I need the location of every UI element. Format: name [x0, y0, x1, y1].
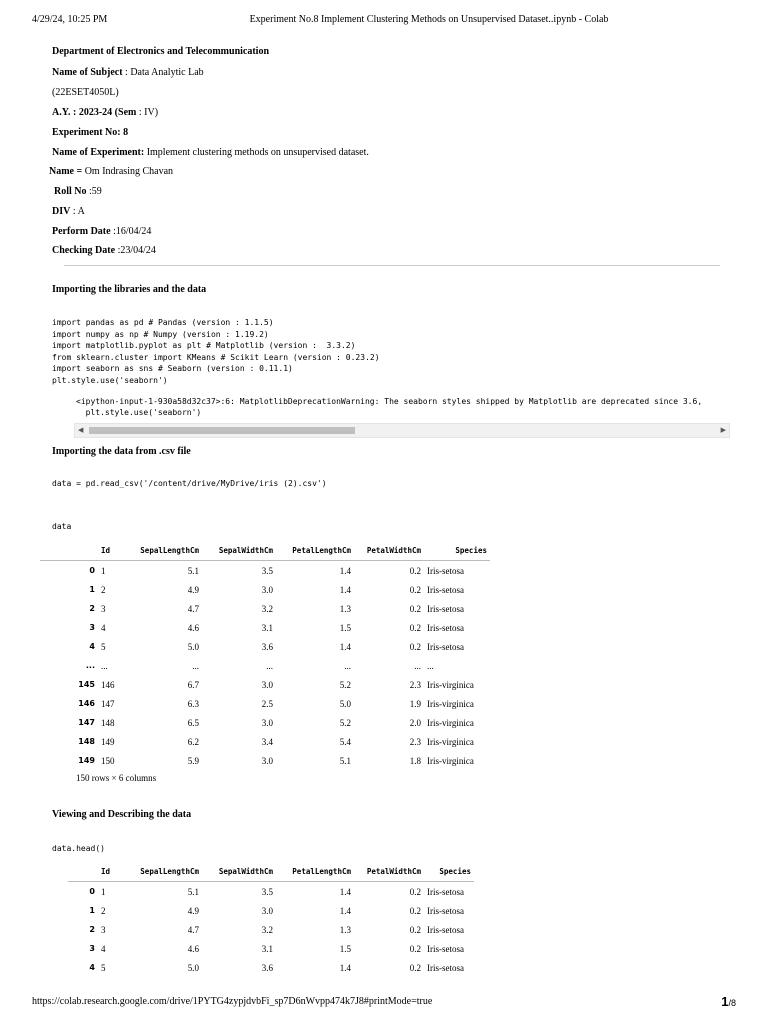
dataframe-shape-info: 150 rows × 6 columns — [76, 773, 157, 783]
code-cell-imports[interactable]: import pandas as pd # Pandas (version : 1.1.5) import numpy as np # Numpy (version : 1.19.2) import matplotlib.pyplot as plt # Matplotlib (version : 3.3.2) from sklearn.cluster import KMeans # Scikit Learn (version : 0.23.2) import seaborn as sns # Seaborn (version : 0.11.1) plt.style.use('seaborn') — [52, 318, 380, 385]
column-header: Species — [424, 862, 474, 882]
table-row — [40, 656, 490, 675]
table-cell: 5.9 — [187, 755, 199, 766]
div-line: DIV : A — [52, 206, 85, 217]
column-header: Species — [424, 541, 490, 561]
code-cell-head[interactable]: data.head() — [52, 844, 105, 853]
table-cell: Iris-setosa — [427, 943, 464, 954]
table-cell: 6.3 — [187, 698, 199, 709]
table-cell: 4 — [101, 943, 106, 954]
row-index: 2 — [89, 925, 95, 934]
table-cell: Iris-setosa — [427, 962, 464, 973]
table-row — [68, 958, 474, 977]
table-cell: 4.7 — [187, 924, 199, 935]
table-row — [40, 618, 490, 637]
table-cell: ... — [414, 660, 421, 671]
table-cell: 5 — [101, 641, 106, 652]
divider — [64, 265, 720, 266]
table-cell: 3.0 — [261, 717, 273, 728]
dataframe-full-table — [40, 541, 490, 770]
table-cell: Iris-virginica — [427, 755, 474, 766]
table-cell: 3.0 — [261, 905, 273, 916]
column-header — [68, 862, 98, 882]
table-cell: 147 — [101, 698, 115, 709]
column-header: PetalLengthCm — [276, 862, 354, 882]
section-heading-import-csv: Importing the data from .csv file — [52, 446, 191, 457]
table-cell: 3.0 — [261, 679, 273, 690]
table-cell: 3.1 — [261, 943, 273, 954]
table-cell: 1 — [101, 886, 106, 897]
table-cell: 5.1 — [339, 755, 351, 766]
table-row — [40, 675, 490, 694]
table-cell: 0.2 — [409, 565, 421, 576]
table-cell: 6.2 — [187, 736, 199, 747]
section-heading-viewing: Viewing and Describing the data — [52, 809, 192, 820]
table-row — [68, 882, 474, 902]
table-cell: 5.4 — [339, 736, 351, 747]
section-heading-import-libraries: Importing the libraries and the data — [52, 284, 207, 295]
table-cell: 2 — [101, 905, 106, 916]
column-header: SepalLengthCm — [124, 541, 202, 561]
column-header: PetalWidthCm — [354, 541, 424, 561]
row-index: 147 — [78, 718, 95, 727]
row-index: 146 — [78, 699, 95, 708]
table-cell: 1.4 — [339, 565, 351, 576]
table-cell: Iris-setosa — [427, 622, 464, 633]
table-cell: ... — [192, 660, 199, 671]
table-cell: 3.6 — [261, 641, 273, 652]
table-cell: 6.7 — [187, 679, 199, 690]
table-row — [40, 599, 490, 618]
table-cell: 5 — [101, 962, 106, 973]
table-cell: 1.5 — [339, 943, 351, 954]
row-index: 4 — [89, 642, 95, 651]
table-cell: Iris-virginica — [427, 698, 474, 709]
table-cell: 4.9 — [187, 584, 199, 595]
table-cell: 148 — [101, 717, 115, 728]
table-cell: 5.1 — [187, 565, 199, 576]
table-cell: 3.0 — [261, 755, 273, 766]
print-datetime: 4/29/24, 10:25 PM — [32, 14, 108, 25]
table-cell: Iris-setosa — [427, 905, 464, 916]
output-warning: <ipython-input-1-930a58d32c37>:6: MatplotlibDeprecationWarning: The seaborn styles shipped by Matplotlib are deprecated since 3.6, plt.style.use('seaborn') — [76, 397, 703, 417]
table-row — [40, 751, 490, 770]
row-index: 3 — [89, 623, 95, 632]
table-cell: 3 — [101, 603, 106, 614]
table-cell: 0.2 — [409, 905, 421, 916]
table-row — [68, 920, 474, 939]
table-cell: 1.5 — [339, 622, 351, 633]
table-cell: 4.6 — [187, 622, 199, 633]
table-row — [40, 694, 490, 713]
column-header — [40, 541, 98, 561]
row-index: 4 — [89, 963, 95, 972]
table-cell: 3.2 — [261, 603, 273, 614]
table-cell: 3.5 — [261, 886, 273, 897]
row-index: 1 — [89, 906, 95, 915]
table-cell: Iris-virginica — [427, 736, 474, 747]
scroll-right-icon[interactable]: ▶ — [720, 426, 726, 434]
scroll-left-icon[interactable]: ◀ — [78, 426, 84, 434]
output-horizontal-scrollbar[interactable] — [74, 423, 730, 438]
table-cell: 1.3 — [339, 924, 351, 935]
table-cell: 3.1 — [261, 622, 273, 633]
checking-date-line: Checking Date :23/04/24 — [52, 245, 156, 256]
table-cell: 146 — [101, 679, 115, 690]
table-cell: 3.6 — [261, 962, 273, 973]
table-row — [40, 580, 490, 599]
row-index: ... — [85, 661, 95, 670]
table-cell: Iris-setosa — [427, 886, 464, 897]
table-cell: 5.2 — [339, 717, 351, 728]
experiment-name-line: Name of Experiment: Implement clustering methods on unsupervised dataset. — [52, 147, 369, 158]
table-cell: 1.4 — [339, 641, 351, 652]
table-cell: Iris-setosa — [427, 641, 464, 652]
academic-year-line: A.Y. : 2023-24 (Sem : IV) — [52, 107, 159, 118]
table-cell: 4.7 — [187, 603, 199, 614]
table-cell: 1 — [101, 565, 106, 576]
table-row — [68, 901, 474, 920]
column-header: Id — [98, 862, 124, 882]
row-index: 0 — [89, 887, 95, 896]
table-cell: 6.5 — [187, 717, 199, 728]
table-cell: ... — [344, 660, 351, 671]
row-index: 148 — [78, 737, 95, 746]
table-cell: Iris-setosa — [427, 584, 464, 595]
table-cell: 0.2 — [409, 622, 421, 633]
print-url: https://colab.research.google.com/drive/1PYTG4zypjdvbFi_sp7D6nWvpp474k7J8#printMode=true — [32, 996, 433, 1007]
row-index: 0 — [89, 566, 95, 575]
student-name-line: Name = Om Indrasing Chavan — [49, 166, 174, 177]
table-row — [40, 637, 490, 656]
table-cell: 3.2 — [261, 924, 273, 935]
row-index: 145 — [78, 680, 95, 689]
table-cell: 150 — [101, 755, 115, 766]
table-cell: 3 — [101, 924, 106, 935]
table-row — [68, 939, 474, 958]
print-header — [32, 14, 736, 30]
table-cell: Iris-virginica — [427, 717, 474, 728]
table-cell: 0.2 — [409, 962, 421, 973]
table-cell: 1.4 — [339, 905, 351, 916]
table-cell: 5.0 — [187, 962, 199, 973]
table-cell: 1.3 — [339, 603, 351, 614]
table-cell: Iris-virginica — [427, 679, 474, 690]
column-header: SepalWidthCm — [202, 862, 276, 882]
row-index: 2 — [89, 604, 95, 613]
table-cell: ... — [266, 660, 273, 671]
table-cell: 5.0 — [187, 641, 199, 652]
table-cell: 2.3 — [409, 679, 421, 690]
subject-code-line: (22ESET4050L) — [52, 87, 119, 98]
code-cell-data[interactable]: data — [52, 522, 72, 531]
page-number: 1/8 — [721, 994, 736, 1009]
experiment-no-line: Experiment No: 8 — [52, 127, 129, 138]
table-cell: 0.2 — [409, 641, 421, 652]
row-index: 1 — [89, 585, 95, 594]
table-cell: 4.9 — [187, 905, 199, 916]
table-cell: 3.0 — [261, 584, 273, 595]
table-cell: Iris-setosa — [427, 565, 464, 576]
table-cell: 2.5 — [261, 698, 273, 709]
table-cell: 149 — [101, 736, 115, 747]
table-cell: ... — [427, 660, 434, 671]
table-row — [40, 732, 490, 751]
scrollbar-thumb[interactable] — [89, 427, 355, 434]
table-row — [40, 713, 490, 732]
column-header: PetalWidthCm — [354, 862, 424, 882]
table-cell: 2.3 — [409, 736, 421, 747]
dataframe-head-table — [68, 862, 474, 977]
table-cell: 0.2 — [409, 584, 421, 595]
table-cell: Iris-setosa — [427, 924, 464, 935]
table-cell: ... — [101, 660, 108, 671]
table-cell: 5.1 — [187, 886, 199, 897]
roll-no-line: Roll No :59 — [54, 186, 102, 197]
code-cell-read-csv[interactable]: data = pd.read_csv('/content/drive/MyDrive/iris (2).csv') — [52, 479, 327, 488]
table-cell: 0.2 — [409, 603, 421, 614]
table-cell: 3.5 — [261, 565, 273, 576]
table-row — [40, 561, 490, 581]
department-line: Department of Electronics and Telecommunication — [52, 46, 270, 57]
row-index: 3 — [89, 944, 95, 953]
table-cell: 3.4 — [261, 736, 273, 747]
column-header: PetalLengthCm — [276, 541, 354, 561]
table-cell: 1.8 — [409, 755, 421, 766]
table-cell: 1.4 — [339, 962, 351, 973]
column-header: SepalLengthCm — [124, 862, 202, 882]
table-cell: 1.9 — [409, 698, 421, 709]
table-cell: 5.2 — [339, 679, 351, 690]
column-header: SepalWidthCm — [202, 541, 276, 561]
table-cell: 1.4 — [339, 584, 351, 595]
table-cell: 0.2 — [409, 886, 421, 897]
print-title: Experiment No.8 Implement Clustering Methods on Unsupervised Dataset..ipynb - Colab — [249, 14, 609, 25]
table-cell: 1.4 — [339, 886, 351, 897]
subject-line: Name of Subject : Data Analytic Lab — [52, 67, 204, 78]
table-cell: 2 — [101, 584, 106, 595]
table-cell: 4 — [101, 622, 106, 633]
row-index: 149 — [78, 756, 95, 765]
table-cell: Iris-setosa — [427, 603, 464, 614]
table-cell: 0.2 — [409, 924, 421, 935]
table-cell: 2.0 — [409, 717, 421, 728]
table-cell: 0.2 — [409, 943, 421, 954]
table-cell: 4.6 — [187, 943, 199, 954]
column-header: Id — [98, 541, 124, 561]
perform-date-line: Perform Date :16/04/24 — [52, 226, 152, 237]
table-cell: 5.0 — [339, 698, 351, 709]
